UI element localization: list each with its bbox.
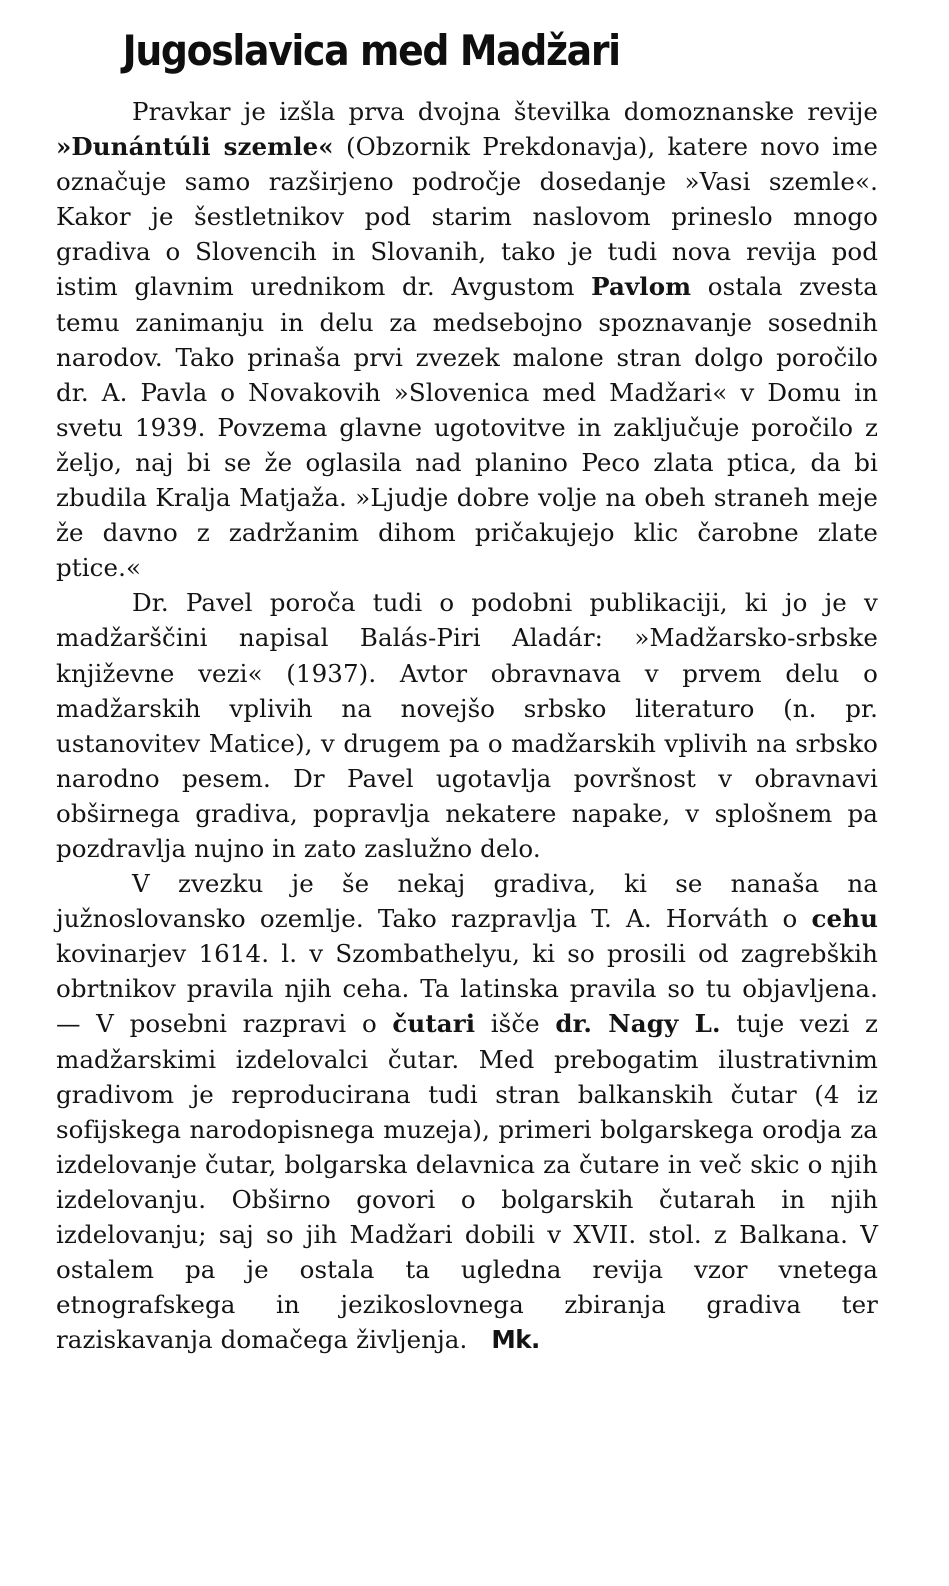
editor-name: Pavlom [591,272,692,302]
text-run: Dr. Pavel poroča tudi o podobni publikaciji, ki jo je v madžarščini napisal Balás-Piri Aladár: »Madžarsko-srbske književne vezi« (1937). Avtor obravnava v prvem delu o madžarskih vplivih na novejšo srbsko literaturo (n. pr. ustanovitev Matice), v drugem pa o madžarskih vplivih na srbsko narodno pesem. Dr Pavel ugotavlja površnost v obravnavi obširnega gradiva, popravlja nekatere napake, v splošnem pa pozdravlja nujno in zato zaslužno delo. [56,588,878,863]
paragraph-1 [56,94,878,585]
text-run: ostala zvesta temu zanimanju in delu za medsebojno spoznavanje sosednih narodov. Tako prinaša prvi zvezek malone stran dolgo poročilo dr. A. Pavla o Novakovih »Slovenica med Madžari« v Domu in svetu 1939. Povzema glavne ugotovitve in zaključuje poročilo z željo, naj bi se že oglasila nad planino Peco zlata ptica, da bi zbudila Kralja Matjaža. »Ljudje dobre volje na obeh straneh meje že davno z zadržanim dihom pričakujejo klic čarobne zlate ptice.« [56,272,878,583]
text-run: V zvezku je še nekaj gradiva, ki se nanaša na južnoslovansko ozemlje. Tako razpravlja T. A. Horváth o [56,869,878,934]
paragraph-3 [56,866,878,1357]
paragraph-2 [56,585,878,866]
article-headline: Jugoslavica med Madžari [122,26,620,75]
author-name: dr. Nagy L. [555,1009,721,1039]
text-run: išče [475,1009,556,1039]
text-run: (Obzornik Prekdonavja), katere novo ime označuje samo razširjeno področje dosedanje »Vasi szemle«. Kakor je šestletnikov pod starim naslovom prineslo mnogo gradiva o Slovencih in Slovanih, tako je tudi nova revija pod istim glavnim urednikom dr. Avgustom [56,132,878,302]
author-signature: Mk. [491,1325,540,1355]
text-run: tuje vezi z madžarskimi izdelovalci čutar. Med prebogatim ilustrativnim gradivom je reproducirana tudi stran balkanskih čutar (4 iz sofijskega narodopisnega muzeja), primeri bolgarskega orodja za izdelovanje čutar, bolgarska delavnica za čutare in več skic o njih izdelovanju. Obširno govori o bolgarskih čutarah in njih izdelovanju; saj so jih Madžari dobili v XVII. stol. z Balkana. V ostalem pa je ostala ta ugledna revija vzor vnetega etnografskega in jezikoslovnega zbiranja gradiva ter raziskavanja domačega življenja. [56,1009,878,1355]
journal-title: »Dunántúli szemle« [56,132,334,162]
text-run: Pravkar je izšla prva dvojna številka domoznanske revije [132,97,878,126]
emphasis-cutari: čutari [392,1009,476,1039]
article [56,20,878,1357]
emphasis-cehu: cehu [811,904,878,934]
text-run: kovinarjev 1614. l. v Szombathelyu, ki so prosili od zagrebških obrtnikov pravila njih ceha. Ta latinska pravila so tu objavljena. — V posebni razpravi o [56,939,878,1039]
